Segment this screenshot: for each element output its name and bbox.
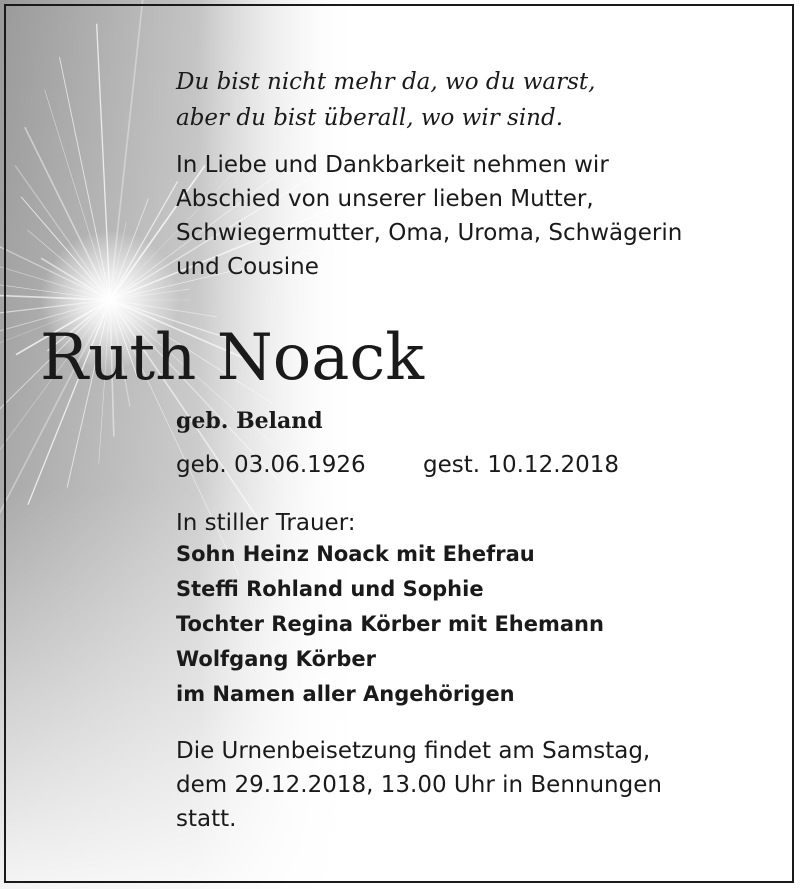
deceased-name: Ruth Noack bbox=[40, 321, 424, 395]
ceremony-info bbox=[176, 734, 662, 836]
mourning-label: In stiller Trauer: bbox=[176, 510, 356, 536]
ceremony-line: statt. bbox=[176, 806, 237, 832]
intro-line: und Cousine bbox=[176, 254, 319, 280]
intro-line: Schwiegermutter, Oma, Uroma, Schwägerin bbox=[176, 220, 683, 246]
intro-line: In Liebe und Dankbarkeit nehmen wir bbox=[176, 152, 609, 178]
mourner-line: im Namen aller Angehörigen bbox=[176, 682, 515, 706]
mourners-list bbox=[176, 537, 604, 712]
birth-name: geb. Beland bbox=[176, 408, 323, 434]
mourner-line: Steffi Rohland und Sophie bbox=[176, 577, 484, 601]
memorial-quote bbox=[176, 64, 595, 136]
mourner-line: Wolfgang Körber bbox=[176, 647, 376, 671]
mourner-line: Sohn Heinz Noack mit Ehefrau bbox=[176, 542, 535, 566]
birth-date: geb. 03.06.1926 bbox=[176, 452, 366, 478]
intro-text bbox=[176, 148, 682, 284]
quote-line: aber du bist überall, wo wir sind. bbox=[176, 105, 564, 131]
intro-line: Abschied von unserer lieben Mutter, bbox=[176, 186, 594, 212]
death-date: gest. 10.12.2018 bbox=[422, 452, 620, 478]
ceremony-line: dem 29.12.2018, 13.00 Uhr in Bennungen bbox=[176, 772, 662, 798]
quote-line: Du bist nicht mehr da, wo du warst, bbox=[176, 69, 596, 95]
mourner-line: Tochter Regina Körber mit Ehemann bbox=[176, 612, 604, 636]
ceremony-line: Die Urnenbeisetzung findet am Samstag, bbox=[176, 738, 651, 764]
life-dates bbox=[176, 448, 619, 482]
